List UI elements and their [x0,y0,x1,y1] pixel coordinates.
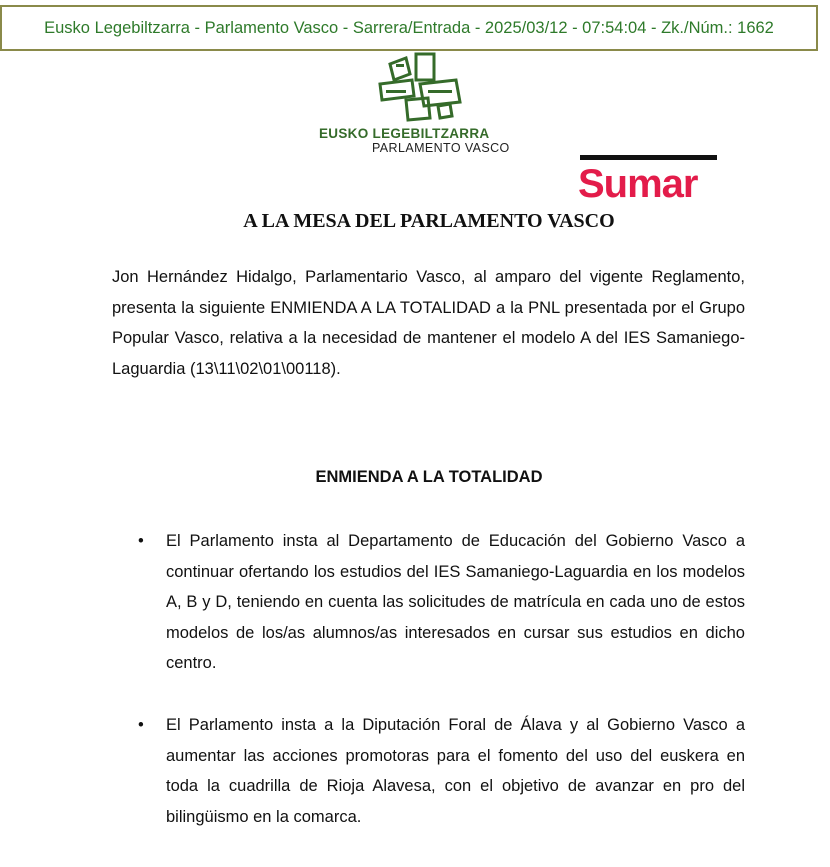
parliament-name-spanish: PARLAMENTO VASCO [372,141,510,155]
parliament-emblem-icon [376,50,466,122]
parliament-name-basque: EUSKO LEGEBILTZARRA [319,126,490,141]
list-item: El Parlamento insta al Departamento de Educación del Gobierno Vasco a continuar ofertando los estudios del IES Samaniego-Laguardia en los modelos A, B y D, teniendo en cuenta las solicitudes de matrícula en cada uno de estos modelos de los/as alumnos/as interesados en cursar sus estudios en dicho centro. [166,532,745,672]
registry-stamp: Eusko Legebiltzarra - Parlamento Vasco - Sarrera/Entrada - 2025/03/12 - 07:54:04 - Zk./Núm.: 1662 [0,5,818,51]
party-logo: Sumar [578,162,698,206]
section-title: ENMIENDA A LA TOTALIDAD [315,468,543,486]
page-title: A LA MESA DEL PARLAMENTO VASCO [243,210,615,232]
list-item: El Parlamento insta a la Diputación Foral de Álava y al Gobierno Vasco a aumentar las acciones promotoras para el fomento del uso del euskera en toda la cuadrilla de Rioja Alavesa, con el objetivo de avanzar en pro del bilingüismo en la comarca. [166,716,745,826]
bullet-icon: • [138,716,144,734]
intro-paragraph: Jon Hernández Hidalgo, Parlamentario Vasco, al amparo del vigente Reglamento, presenta la siguiente ENMIENDA A LA TOTALIDAD a la PNL presentada por el Grupo Popular Vasco, relativa a la necesidad de mantener el modelo A del IES Samaniego-Laguardia (13\11\02\01\00118). [112,268,745,378]
bullet-icon: • [138,532,144,550]
